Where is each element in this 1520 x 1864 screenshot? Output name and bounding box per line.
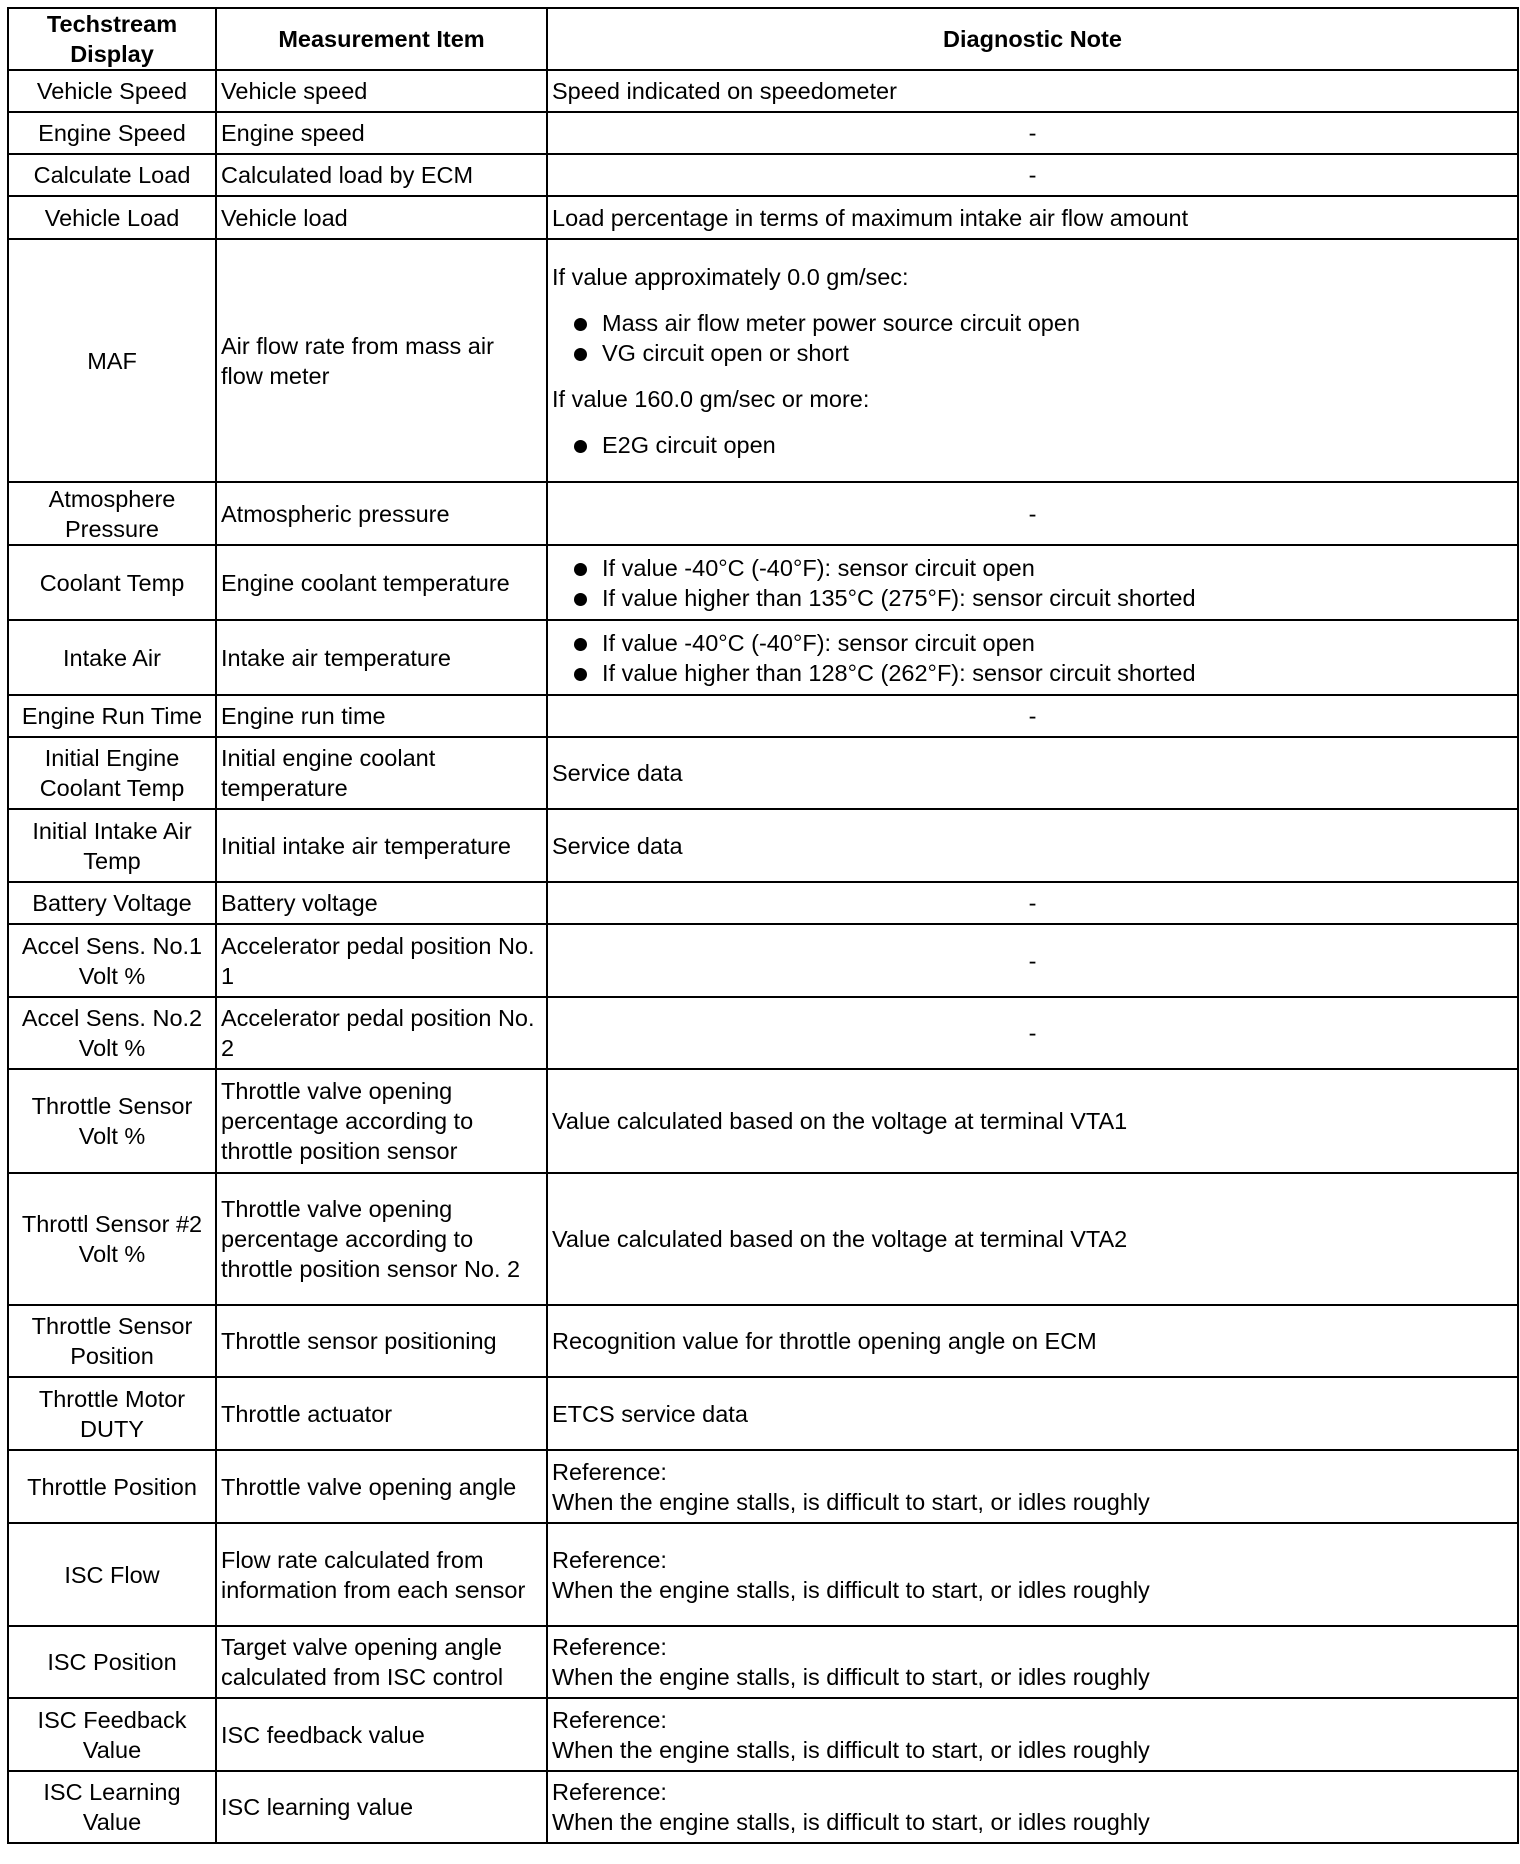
display-cell: Throttl Sensor #2 Volt % — [8, 1173, 216, 1305]
note-cell: Recognition value for throttle opening angle on ECM — [547, 1305, 1518, 1377]
note-cell: - — [547, 997, 1518, 1069]
item-cell: Engine run time — [216, 695, 547, 737]
table-row — [8, 1305, 1518, 1377]
table-row — [8, 924, 1518, 997]
item-cell: Throttle valve opening angle — [216, 1450, 547, 1523]
header-measurement-item: Measurement Item — [216, 8, 547, 70]
reference-text: When the engine stalls, is difficult to start, or idles roughly — [552, 1488, 1150, 1515]
bullet-item: If value higher than 128°C (262°F): sensor circuit shorted — [552, 658, 1513, 688]
table-row — [8, 1069, 1518, 1173]
table-row — [8, 1626, 1518, 1698]
item-cell: Calculated load by ECM — [216, 154, 547, 196]
bullet-item: If value -40°C (-40°F): sensor circuit open — [552, 628, 1513, 658]
note-cell — [547, 1698, 1518, 1771]
table-row — [8, 1523, 1518, 1626]
table-row — [8, 882, 1518, 924]
table-row — [8, 737, 1518, 809]
table-row — [8, 239, 1518, 482]
reference-label: Reference: — [552, 1546, 667, 1573]
item-cell: Engine speed — [216, 112, 547, 154]
note-cell: - — [547, 882, 1518, 924]
item-cell: Intake air temperature — [216, 620, 547, 695]
bullet-list — [552, 628, 1513, 688]
item-cell: Throttle actuator — [216, 1377, 547, 1450]
header-diagnostic-note: Diagnostic Note — [547, 8, 1518, 70]
note-cell: Speed indicated on speedometer — [547, 70, 1518, 112]
display-cell: Battery Voltage — [8, 882, 216, 924]
note-cell — [547, 239, 1518, 482]
bullet-item: If value higher than 135°C (275°F): sensor circuit shorted — [552, 583, 1513, 613]
display-cell: Calculate Load — [8, 154, 216, 196]
display-cell: ISC Position — [8, 1626, 216, 1698]
item-cell: Throttle valve opening percentage according to throttle position sensor No. 2 — [216, 1173, 547, 1305]
note-cell: Value calculated based on the voltage at terminal VTA2 — [547, 1173, 1518, 1305]
note-cell: - — [547, 112, 1518, 154]
reference-text: When the engine stalls, is difficult to start, or idles roughly — [552, 1664, 1150, 1690]
note-cell: - — [547, 695, 1518, 737]
bullet-item: E2G circuit open — [552, 430, 1513, 460]
reference-label: Reference: — [552, 1458, 667, 1485]
bullet-list — [552, 308, 1513, 368]
table-row — [8, 1377, 1518, 1450]
display-cell: ISC Flow — [8, 1523, 216, 1626]
header-techstream-display: Techstream Display — [8, 8, 216, 70]
item-cell: Initial engine coolant temperature — [216, 737, 547, 809]
table-row — [8, 1771, 1518, 1843]
display-cell: Vehicle Load — [8, 196, 216, 239]
note-cell — [547, 620, 1518, 695]
item-cell: Vehicle speed — [216, 70, 547, 112]
note-cell: - — [547, 924, 1518, 997]
table-row — [8, 809, 1518, 882]
item-cell: Flow rate calculated from information from each sensor — [216, 1523, 547, 1626]
note-cell: Value calculated based on the voltage at terminal VTA1 — [547, 1069, 1518, 1173]
table-row — [8, 695, 1518, 737]
item-cell: Accelerator pedal position No. 2 — [216, 997, 547, 1069]
reference-text: When the engine stalls, is difficult to start, or idles roughly — [552, 1576, 1150, 1603]
note-cell — [547, 1626, 1518, 1698]
display-cell: Throttle Sensor Position — [8, 1305, 216, 1377]
item-cell: Initial intake air temperature — [216, 809, 547, 882]
display-cell: Engine Speed — [8, 112, 216, 154]
bullet-list — [552, 553, 1513, 613]
header-row — [8, 8, 1518, 70]
display-cell: Intake Air — [8, 620, 216, 695]
table-row — [8, 1698, 1518, 1771]
display-cell: MAF — [8, 239, 216, 482]
reference-label: Reference: — [552, 1706, 667, 1733]
reference-label: Reference: — [552, 1779, 667, 1805]
reference-text: When the engine stalls, is difficult to start, or idles roughly — [552, 1736, 1150, 1763]
item-cell: Accelerator pedal position No. 1 — [216, 924, 547, 997]
item-cell: Atmospheric pressure — [216, 482, 547, 545]
table-row — [8, 154, 1518, 196]
item-cell: Throttle sensor positioning — [216, 1305, 547, 1377]
note-cell — [547, 1523, 1518, 1626]
bullet-item: If value -40°C (-40°F): sensor circuit open — [552, 553, 1513, 583]
note-cell: - — [547, 154, 1518, 196]
display-cell: Throttle Motor DUTY — [8, 1377, 216, 1450]
table-row — [8, 482, 1518, 545]
diagnostic-data-table — [7, 7, 1519, 1844]
note-cell: Service data — [547, 809, 1518, 882]
table-row — [8, 620, 1518, 695]
item-cell: Vehicle load — [216, 196, 547, 239]
note-paragraph: If value approximately 0.0 gm/sec: — [552, 263, 909, 290]
display-cell: ISC Learning Value — [8, 1771, 216, 1843]
item-cell: Throttle valve opening percentage according to throttle position sensor — [216, 1069, 547, 1173]
note-cell: - — [547, 482, 1518, 545]
note-cell — [547, 545, 1518, 620]
note-cell: Service data — [547, 737, 1518, 809]
display-cell: Vehicle Speed — [8, 70, 216, 112]
display-cell: Coolant Temp — [8, 545, 216, 620]
note-cell: ETCS service data — [547, 1377, 1518, 1450]
table-row — [8, 997, 1518, 1069]
table-row — [8, 112, 1518, 154]
reference-text: When the engine stalls, is difficult to start, or idles roughly — [552, 1809, 1150, 1835]
item-cell: Target valve opening angle calculated from ISC control — [216, 1626, 547, 1698]
item-cell: Air flow rate from mass air flow meter — [216, 239, 547, 482]
bullet-item: Mass air flow meter power source circuit open — [552, 308, 1513, 338]
item-cell: Engine coolant temperature — [216, 545, 547, 620]
item-cell: ISC learning value — [216, 1771, 547, 1843]
note-cell: Load percentage in terms of maximum intake air flow amount — [547, 196, 1518, 239]
item-cell: Battery voltage — [216, 882, 547, 924]
display-cell: Initial Engine Coolant Temp — [8, 737, 216, 809]
reference-label: Reference: — [552, 1634, 667, 1660]
display-cell: Throttle Sensor Volt % — [8, 1069, 216, 1173]
bullet-item: VG circuit open or short — [552, 338, 1513, 368]
display-cell: Throttle Position — [8, 1450, 216, 1523]
display-cell: Initial Intake Air Temp — [8, 809, 216, 882]
table-row — [8, 196, 1518, 239]
display-cell: Accel Sens. No.2 Volt % — [8, 997, 216, 1069]
note-cell — [547, 1771, 1518, 1843]
display-cell: ISC Feedback Value — [8, 1698, 216, 1771]
table-row — [8, 1450, 1518, 1523]
display-cell: Atmosphere Pressure — [8, 482, 216, 545]
display-cell: Accel Sens. No.1 Volt % — [8, 924, 216, 997]
note-paragraph: If value 160.0 gm/sec or more: — [552, 385, 870, 412]
table-row — [8, 1173, 1518, 1305]
table-row — [8, 70, 1518, 112]
table-row — [8, 545, 1518, 620]
note-cell — [547, 1450, 1518, 1523]
item-cell: ISC feedback value — [216, 1698, 547, 1771]
bullet-list — [552, 430, 1513, 460]
display-cell: Engine Run Time — [8, 695, 216, 737]
